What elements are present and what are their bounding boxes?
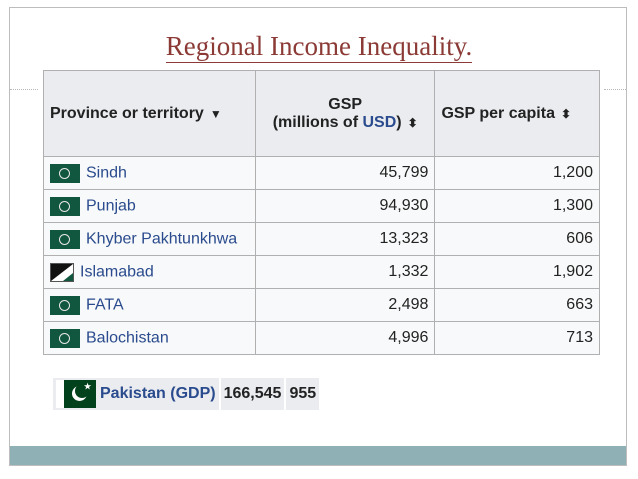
table-row (44, 322, 600, 355)
slide-divider-left (10, 89, 38, 90)
province-link[interactable]: Sindh (86, 164, 127, 182)
islamabad-flag-icon (50, 263, 74, 282)
gdp-link[interactable]: GDP (175, 385, 211, 402)
usd-link[interactable]: USD (362, 113, 397, 131)
province-cell[interactable] (44, 256, 256, 289)
pakistan-link[interactable]: Pakistan (100, 385, 166, 402)
sindh-flag-icon (50, 164, 80, 183)
table-row (44, 157, 600, 190)
province-link[interactable]: FATA (86, 296, 124, 314)
gsp-header-line1: GSP (328, 95, 363, 113)
gsp-header-line2: (millions of USD) ⬍ (272, 113, 418, 131)
province-link[interactable]: Punjab (86, 197, 136, 215)
gsp-cell: 94,930 (255, 190, 435, 223)
balochistan-flag-icon (50, 329, 80, 348)
province-link[interactable]: Khyber Pakhtunkhwa (86, 230, 238, 248)
table-header-row (44, 71, 600, 157)
province-cell[interactable] (44, 289, 256, 322)
punjab-flag-icon (50, 197, 80, 216)
sort-icon[interactable]: ⬍ (407, 115, 418, 130)
slide-divider-right (604, 89, 626, 90)
slide-footer-band (10, 446, 626, 465)
pakistan-flag-icon: ★ (56, 380, 96, 408)
province-link[interactable]: Balochistan (86, 329, 169, 347)
province-cell[interactable] (44, 223, 256, 256)
column-header-gsp[interactable] (255, 71, 435, 157)
table-row (44, 289, 600, 322)
gsp-cell: 2,498 (255, 289, 435, 322)
pakistan-summary-row (53, 378, 321, 410)
gsp-cell: 4,996 (255, 322, 435, 355)
gsp-per-capita-cell: 1,200 (435, 157, 600, 190)
table-row (44, 223, 600, 256)
column-header-province[interactable]: Province or territory ▼ (44, 71, 256, 157)
gsp-per-capita-cell: 606 (435, 223, 600, 256)
province-cell[interactable] (44, 190, 256, 223)
gsp-per-capita-cell: 713 (435, 322, 600, 355)
table-row (44, 256, 600, 289)
province-cell[interactable] (44, 322, 256, 355)
sort-descending-icon[interactable]: ▼ (209, 106, 222, 121)
gsp-per-capita-cell: 1,902 (435, 256, 600, 289)
pakistan-cell[interactable]: ★ Pakistan ( GDP ) (53, 378, 219, 410)
gsp-table (43, 70, 600, 355)
sort-icon[interactable]: ⬍ (560, 106, 572, 121)
table-row (44, 190, 600, 223)
fata-flag-icon (50, 296, 80, 315)
pakistan-gdp-value: 166,545 (221, 378, 285, 410)
slide-title: Regional Income Inequality. (165, 31, 473, 61)
province-cell[interactable] (44, 157, 256, 190)
province-link[interactable]: Islamabad (80, 263, 154, 281)
gsp-cell: 13,323 (255, 223, 435, 256)
gsp-per-capita-cell: 1,300 (435, 190, 600, 223)
gsp-cell: 1,332 (255, 256, 435, 289)
khyber-pakhtunkhwa-flag-icon (50, 230, 80, 249)
gsp-per-capita-cell: 663 (435, 289, 600, 322)
column-header-gsp-per-capita[interactable]: GSP per capita ⬍ (435, 71, 600, 157)
gsp-cell: 45,799 (255, 157, 435, 190)
pakistan-gdp-per-capita: 955 (286, 378, 319, 410)
